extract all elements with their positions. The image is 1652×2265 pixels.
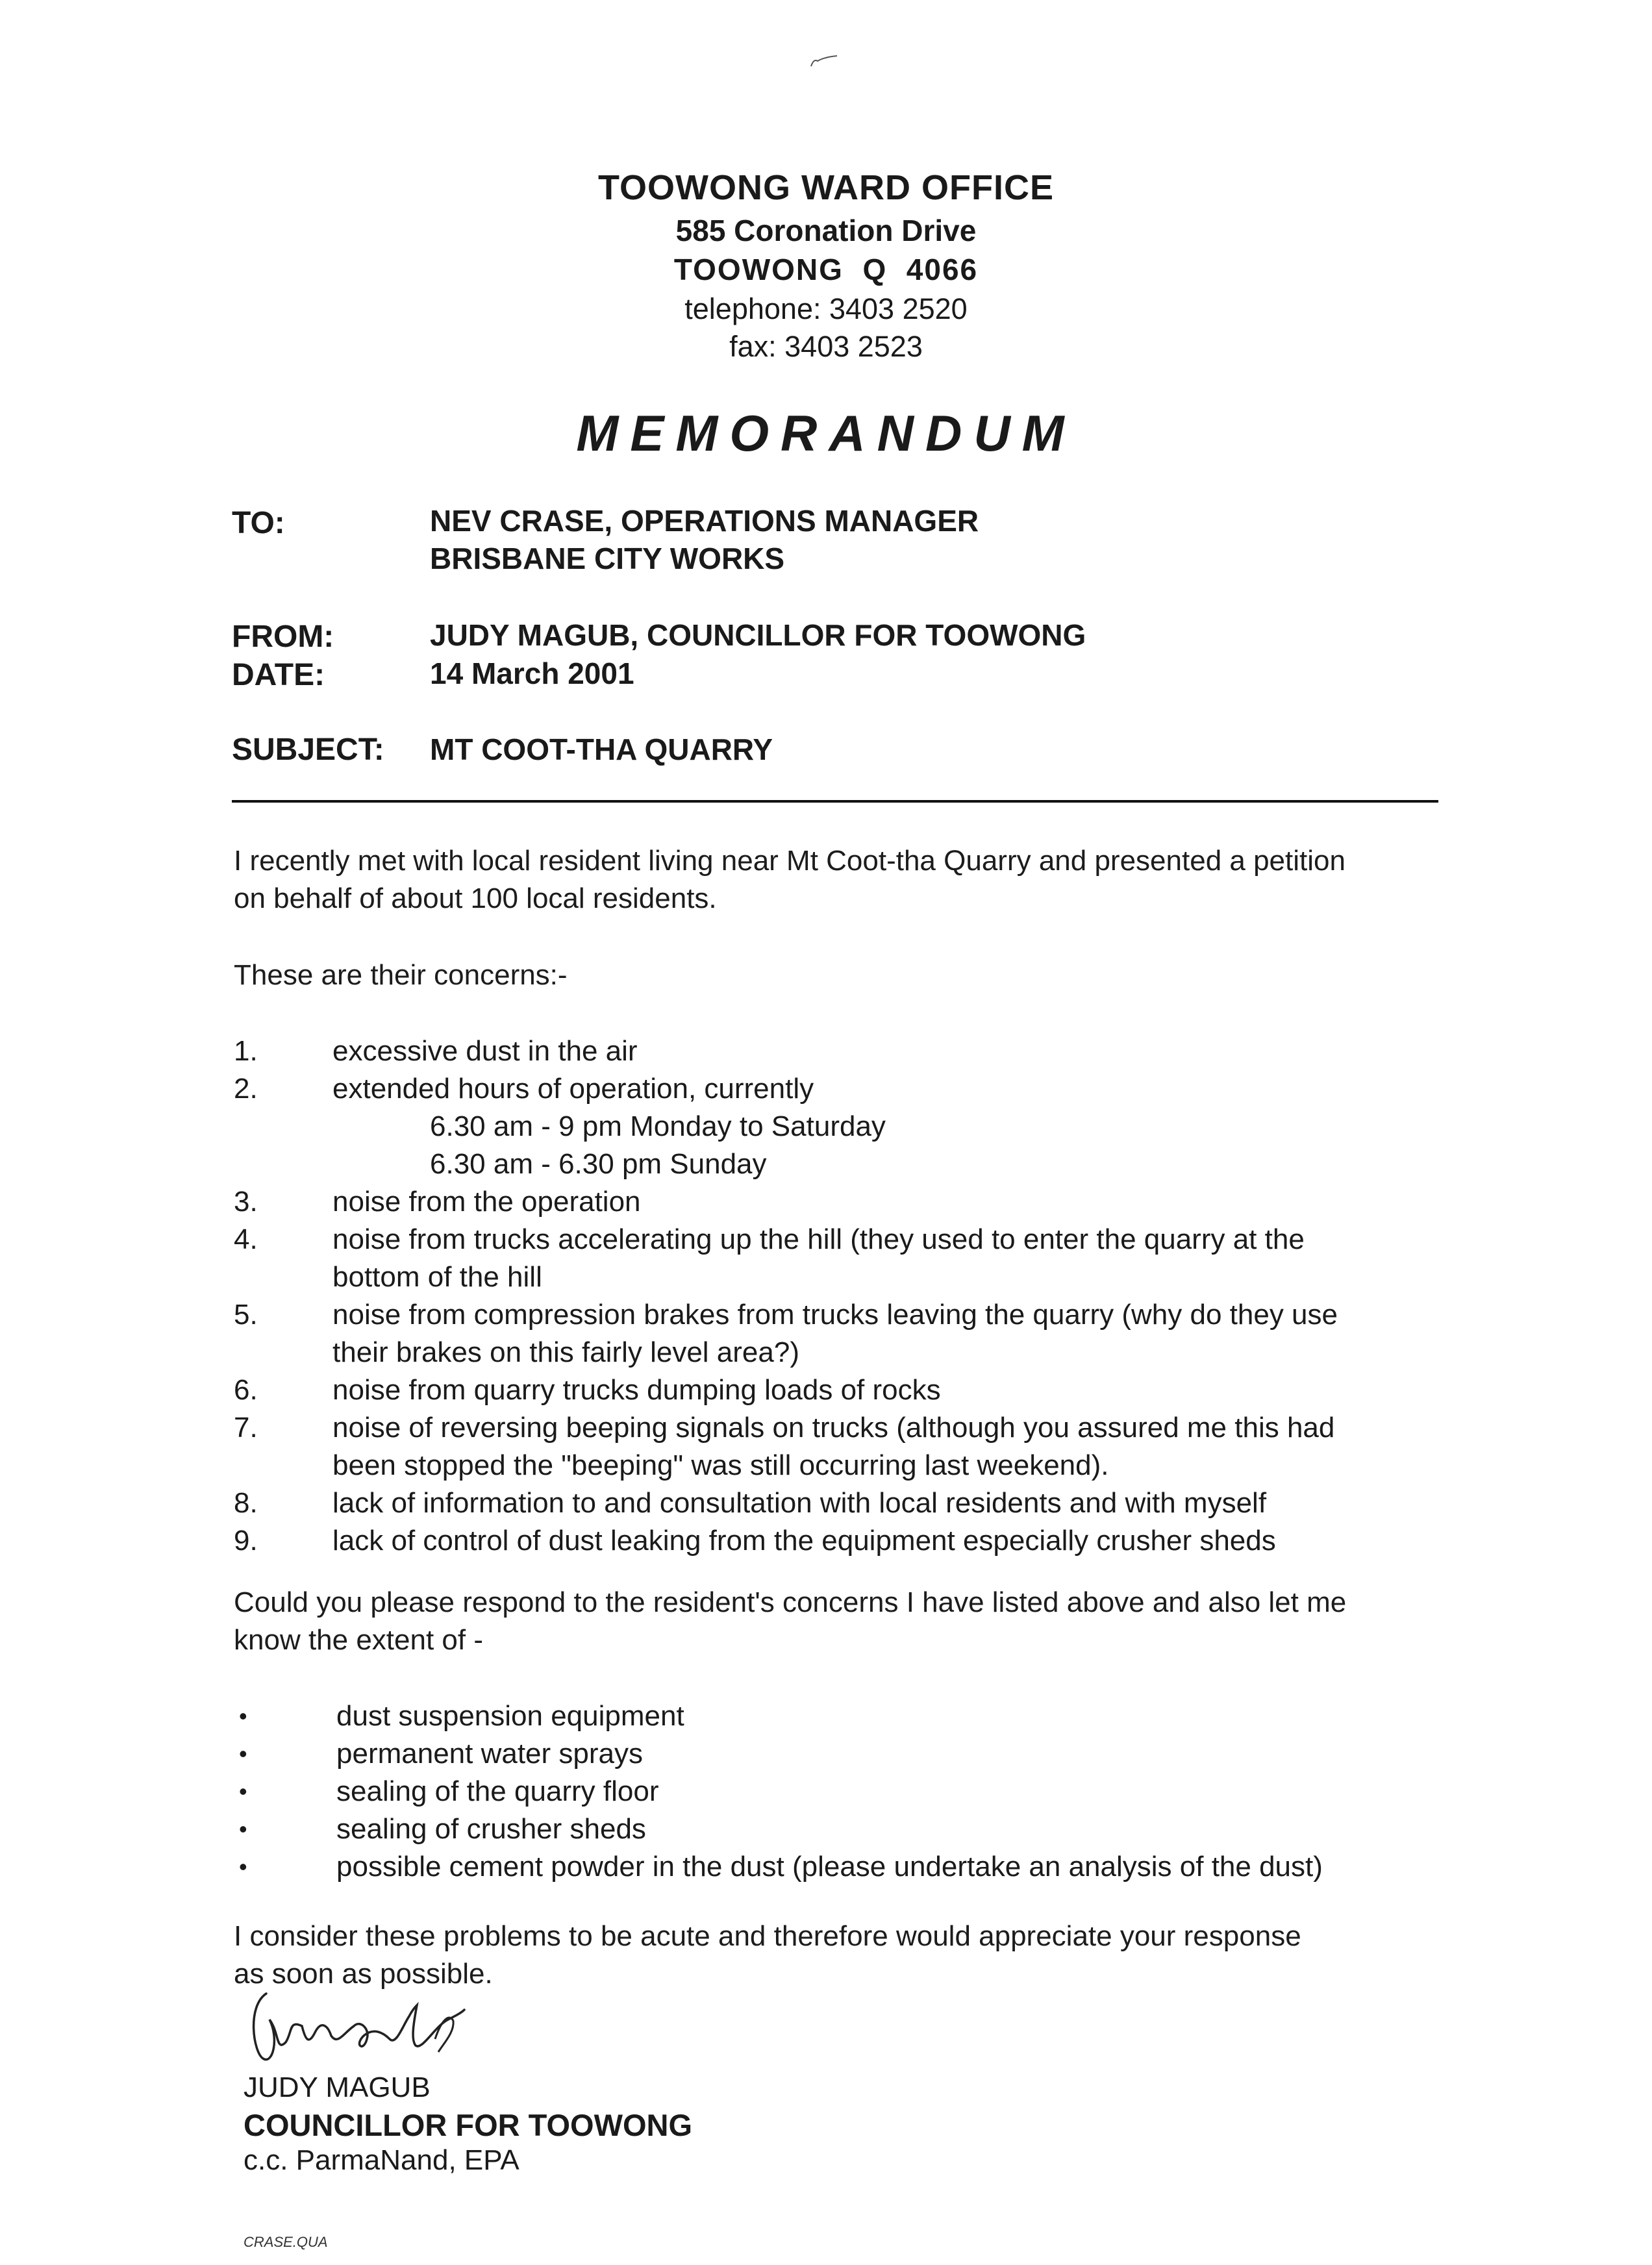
concern-text: lack of information to and consultation with local residents and with myself <box>332 1487 1267 1519</box>
intro-line-2: on behalf of about 100 local residents. <box>234 882 717 914</box>
bullet-icon: • <box>239 1853 247 1880</box>
bullet-icon: • <box>239 1740 247 1767</box>
extent-item-text: dust suspension equipment <box>336 1700 684 1732</box>
operating-hours: 6.30 am - 9 pm Monday to Saturday <box>430 1110 886 1142</box>
concern-number: 8. <box>234 1487 258 1519</box>
to-recipient: NEV CRASE, OPERATIONS MANAGER <box>430 504 979 538</box>
concern-number: 5. <box>234 1299 258 1331</box>
concern-text: excessive dust in the air <box>332 1035 638 1067</box>
office-address: 585 Coronation Drive <box>675 214 977 247</box>
bullet-icon: • <box>239 1816 247 1842</box>
concern-text: noise of reversing beeping signals on trucks (although you assured me this had <box>332 1412 1335 1444</box>
header-divider <box>232 800 1438 803</box>
from-value: JUDY MAGUB, COUNCILLOR FOR TOOWONG <box>430 618 1086 652</box>
concern-text: lack of control of dust leaking from the equipment especially crusher sheds <box>332 1525 1276 1557</box>
concern-number: 4. <box>234 1223 258 1255</box>
to-organisation: BRISBANE CITY WORKS <box>430 542 785 575</box>
to-label: TO: <box>232 506 285 540</box>
signatory-title: COUNCILLOR FOR TOOWONG <box>244 2108 693 2142</box>
concern-text: noise from the operation <box>332 1186 641 1218</box>
concern-number: 2. <box>234 1073 258 1105</box>
concern-text: extended hours of operation, currently <box>332 1073 814 1105</box>
subject-label: SUBJECT: <box>232 732 384 767</box>
subject-value: MT COOT-THA QUARRY <box>430 732 773 766</box>
office-fax: fax: 3403 2523 <box>729 330 923 363</box>
extent-item-text: sealing of crusher sheds <box>336 1813 646 1845</box>
bullet-icon: • <box>239 1703 247 1729</box>
date-label: DATE: <box>232 658 325 692</box>
operating-hours: 6.30 am - 6.30 pm Sunday <box>430 1148 767 1180</box>
concern-number: 1. <box>234 1035 258 1067</box>
extent-item-text: sealing of the quarry floor <box>336 1775 659 1807</box>
closing-line-1: I consider these problems to be acute and therefore would appreciate your response <box>234 1920 1301 1952</box>
scan-mark <box>808 52 841 71</box>
signatory-name: JUDY MAGUB <box>244 2071 431 2103</box>
file-reference: CRASE.QUA <box>244 2234 328 2250</box>
concern-number: 3. <box>234 1186 258 1218</box>
concern-text: noise from quarry trucks dumping loads of rocks <box>332 1374 941 1406</box>
concerns-intro: These are their concerns:- <box>234 959 568 991</box>
date-value: 14 March 2001 <box>430 657 634 690</box>
bullet-icon: • <box>239 1778 247 1805</box>
concern-text: their brakes on this fairly level area?) <box>332 1336 799 1368</box>
office-city: TOOWONG Q 4066 <box>673 253 979 286</box>
concern-text: been stopped the "beeping" was still occurring last weekend). <box>332 1449 1109 1481</box>
concern-number: 7. <box>234 1412 258 1444</box>
concern-text: noise from compression brakes from trucks leaving the quarry (why do they use <box>332 1299 1338 1331</box>
request-line-1: Could you please respond to the resident's concerns I have listed above and also let me <box>234 1586 1347 1618</box>
intro-line-1: I recently met with local resident living near Mt Coot-tha Quarry and presented a petition <box>234 845 1345 877</box>
concern-text: bottom of the hill <box>332 1261 542 1293</box>
extent-item-text: possible cement powder in the dust (please undertake an analysis of the dust) <box>336 1851 1323 1883</box>
concern-number: 6. <box>234 1374 258 1406</box>
memo-title: MEMORANDUM <box>576 405 1076 462</box>
concern-number: 9. <box>234 1525 258 1557</box>
from-label: FROM: <box>232 619 334 654</box>
request-line-2: know the extent of - <box>234 1624 483 1656</box>
office-telephone: telephone: 3403 2520 <box>684 292 968 325</box>
closing-line-2: as soon as possible. <box>234 1958 493 1990</box>
concern-text: noise from trucks accelerating up the hill (they used to enter the quarry at the <box>332 1223 1305 1255</box>
cc-line: c.c. ParmaNand, EPA <box>244 2144 519 2176</box>
extent-item-text: permanent water sprays <box>336 1738 643 1770</box>
office-name: TOOWONG WARD OFFICE <box>598 168 1054 207</box>
